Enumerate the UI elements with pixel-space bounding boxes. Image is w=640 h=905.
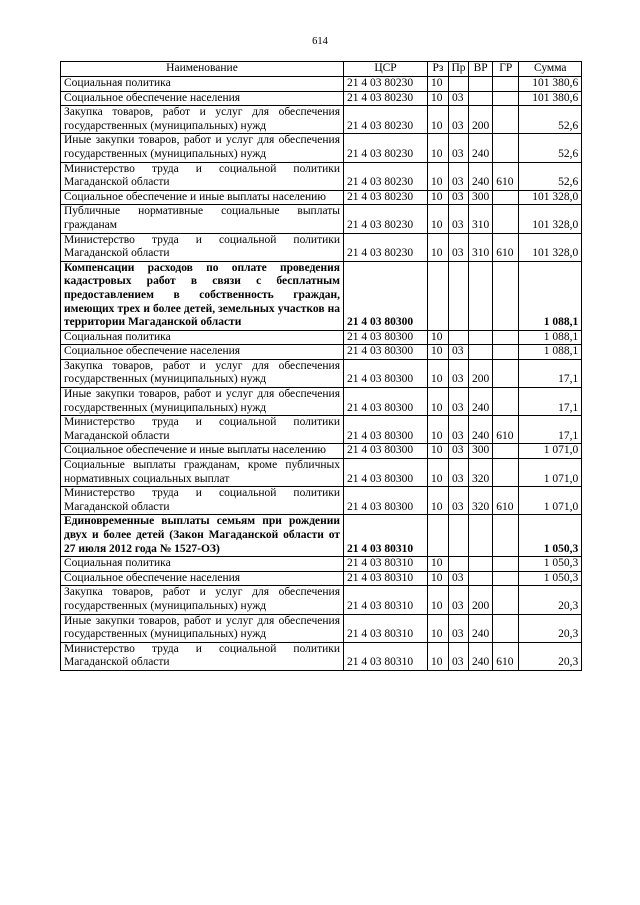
- row-vr: 240: [469, 134, 493, 162]
- row-vr: [469, 515, 493, 557]
- row-name: Публичные нормативные социальные выплаты гражданам: [61, 205, 344, 233]
- row-csr: 21 4 03 80310: [344, 515, 428, 557]
- row-pr: 03: [449, 642, 469, 670]
- table-row: [61, 190, 582, 205]
- row-sum: 52,6: [519, 162, 582, 190]
- row-rz: 10: [428, 233, 449, 261]
- header-sum: Сумма: [519, 62, 582, 77]
- row-gr: [493, 444, 519, 459]
- table-row: [61, 106, 582, 134]
- row-rz: 10: [428, 91, 449, 106]
- row-vr: 240: [469, 388, 493, 416]
- row-gr: [493, 91, 519, 106]
- row-csr: 21 4 03 80230: [344, 233, 428, 261]
- table-row: [61, 614, 582, 642]
- row-sum: 17,1: [519, 416, 582, 444]
- row-gr: [493, 388, 519, 416]
- row-pr: 03: [449, 233, 469, 261]
- row-rz: 10: [428, 416, 449, 444]
- row-gr: [493, 586, 519, 614]
- row-sum: 101 380,6: [519, 77, 582, 92]
- header-pr: Пр: [449, 62, 469, 77]
- row-pr: 03: [449, 91, 469, 106]
- row-csr: 21 4 03 80300: [344, 459, 428, 487]
- row-vr: 310: [469, 205, 493, 233]
- row-csr: 21 4 03 80300: [344, 487, 428, 515]
- row-vr: 200: [469, 106, 493, 134]
- row-csr: 21 4 03 80300: [344, 330, 428, 345]
- row-vr: [469, 330, 493, 345]
- table-row: [61, 388, 582, 416]
- table-row: [61, 515, 582, 557]
- header-name: Наименование: [61, 62, 344, 77]
- row-name: Иные закупки товаров, работ и услуг для обеспечения государственных (муниципальных) нужд: [61, 614, 344, 642]
- table-row: [61, 162, 582, 190]
- row-rz: 10: [428, 134, 449, 162]
- row-name: Иные закупки товаров, работ и услуг для обеспечения государственных (муниципальных) нужд: [61, 134, 344, 162]
- row-vr: 320: [469, 487, 493, 515]
- table-row: [61, 487, 582, 515]
- row-sum: 17,1: [519, 388, 582, 416]
- row-sum: 17,1: [519, 359, 582, 387]
- row-pr: [449, 515, 469, 557]
- row-vr: 320: [469, 459, 493, 487]
- row-name: Социальное обеспечение населения: [61, 345, 344, 360]
- table-row: [61, 557, 582, 572]
- row-sum: 1 071,0: [519, 444, 582, 459]
- row-gr: [493, 134, 519, 162]
- row-sum: 1 050,3: [519, 571, 582, 586]
- row-rz: 10: [428, 614, 449, 642]
- row-vr: [469, 557, 493, 572]
- row-vr: [469, 571, 493, 586]
- row-rz: 10: [428, 459, 449, 487]
- row-gr: [493, 261, 519, 330]
- row-vr: 240: [469, 614, 493, 642]
- table-row: [61, 345, 582, 360]
- row-vr: [469, 91, 493, 106]
- row-pr: 03: [449, 162, 469, 190]
- row-pr: 03: [449, 586, 469, 614]
- row-pr: 03: [449, 106, 469, 134]
- row-csr: 21 4 03 80310: [344, 586, 428, 614]
- row-sum: 20,3: [519, 614, 582, 642]
- row-vr: [469, 261, 493, 330]
- table-row: [61, 359, 582, 387]
- row-csr: 21 4 03 80300: [344, 345, 428, 360]
- row-rz: 10: [428, 205, 449, 233]
- row-name: Социальная политика: [61, 330, 344, 345]
- table-header-row: [61, 62, 582, 77]
- row-pr: 03: [449, 444, 469, 459]
- row-name: Социальные выплаты гражданам, кроме публичных нормативных социальных выплат: [61, 459, 344, 487]
- row-pr: 03: [449, 571, 469, 586]
- header-csr: ЦСР: [344, 62, 428, 77]
- row-csr: 21 4 03 80300: [344, 388, 428, 416]
- row-name: Министерство труда и социальной политики Магаданской области: [61, 416, 344, 444]
- table-body: [61, 77, 582, 671]
- row-rz: [428, 261, 449, 330]
- row-rz: 10: [428, 586, 449, 614]
- row-csr: 21 4 03 80300: [344, 359, 428, 387]
- row-gr: 610: [493, 233, 519, 261]
- row-vr: [469, 345, 493, 360]
- row-gr: [493, 330, 519, 345]
- row-gr: 610: [493, 416, 519, 444]
- row-csr: 21 4 03 80230: [344, 190, 428, 205]
- table-row: [61, 571, 582, 586]
- row-vr: 240: [469, 642, 493, 670]
- table-row: [61, 416, 582, 444]
- row-name: Иные закупки товаров, работ и услуг для обеспечения государственных (муниципальных) нужд: [61, 388, 344, 416]
- row-rz: 10: [428, 557, 449, 572]
- row-pr: 03: [449, 359, 469, 387]
- row-name: Закупка товаров, работ и услуг для обеспечения государственных (муниципальных) нужд: [61, 586, 344, 614]
- row-name: Социальное обеспечение населения: [61, 91, 344, 106]
- row-vr: 200: [469, 359, 493, 387]
- row-csr: 21 4 03 80230: [344, 91, 428, 106]
- row-csr: 21 4 03 80300: [344, 444, 428, 459]
- table-row: [61, 134, 582, 162]
- row-gr: [493, 77, 519, 92]
- row-csr: 21 4 03 80230: [344, 77, 428, 92]
- table-row: [61, 77, 582, 92]
- row-vr: [469, 77, 493, 92]
- row-name: Социальная политика: [61, 77, 344, 92]
- row-csr: 21 4 03 80230: [344, 134, 428, 162]
- row-vr: 300: [469, 444, 493, 459]
- row-rz: 10: [428, 359, 449, 387]
- row-name: Социальное обеспечение и иные выплаты населению: [61, 444, 344, 459]
- row-rz: 10: [428, 571, 449, 586]
- row-rz: 10: [428, 162, 449, 190]
- row-csr: 21 4 03 80300: [344, 261, 428, 330]
- row-name: Министерство труда и социальной политики Магаданской области: [61, 162, 344, 190]
- row-name: Социальное обеспечение населения: [61, 571, 344, 586]
- row-sum: 1 088,1: [519, 261, 582, 330]
- row-vr: 310: [469, 233, 493, 261]
- row-rz: 10: [428, 77, 449, 92]
- row-sum: 1 050,3: [519, 515, 582, 557]
- row-gr: 610: [493, 487, 519, 515]
- row-gr: [493, 190, 519, 205]
- table-row: [61, 459, 582, 487]
- row-sum: 1 071,0: [519, 459, 582, 487]
- row-rz: 10: [428, 190, 449, 205]
- table-row: [61, 586, 582, 614]
- table-row: [61, 91, 582, 106]
- row-pr: 03: [449, 487, 469, 515]
- row-sum: 20,3: [519, 586, 582, 614]
- row-sum: 20,3: [519, 642, 582, 670]
- row-sum: 1 071,0: [519, 487, 582, 515]
- row-gr: [493, 571, 519, 586]
- row-sum: 101 328,0: [519, 190, 582, 205]
- row-csr: 21 4 03 80310: [344, 642, 428, 670]
- table-row: [61, 261, 582, 330]
- table-row: [61, 330, 582, 345]
- row-vr: 240: [469, 416, 493, 444]
- row-pr: [449, 557, 469, 572]
- row-gr: [493, 359, 519, 387]
- row-pr: [449, 261, 469, 330]
- table-row: [61, 642, 582, 670]
- row-name: Социальная политика: [61, 557, 344, 572]
- header-rz: Рз: [428, 62, 449, 77]
- row-csr: 21 4 03 80310: [344, 614, 428, 642]
- row-pr: 03: [449, 134, 469, 162]
- row-gr: [493, 459, 519, 487]
- row-sum: 1 088,1: [519, 330, 582, 345]
- row-pr: 03: [449, 205, 469, 233]
- row-rz: [428, 515, 449, 557]
- row-pr: 03: [449, 459, 469, 487]
- row-name: Социальное обеспечение и иные выплаты населению: [61, 190, 344, 205]
- row-pr: 03: [449, 345, 469, 360]
- row-gr: [493, 106, 519, 134]
- row-sum: 101 328,0: [519, 233, 582, 261]
- row-sum: 52,6: [519, 134, 582, 162]
- row-csr: 21 4 03 80300: [344, 416, 428, 444]
- row-pr: 03: [449, 416, 469, 444]
- row-csr: 21 4 03 80230: [344, 162, 428, 190]
- row-name: Министерство труда и социальной политики Магаданской области: [61, 487, 344, 515]
- row-vr: 200: [469, 586, 493, 614]
- row-pr: 03: [449, 190, 469, 205]
- budget-table: [60, 61, 582, 671]
- page-number: 614: [312, 36, 328, 47]
- row-pr: 03: [449, 614, 469, 642]
- row-pr: [449, 330, 469, 345]
- row-gr: [493, 345, 519, 360]
- table-row: [61, 233, 582, 261]
- row-rz: 10: [428, 642, 449, 670]
- table-row: [61, 205, 582, 233]
- row-sum: 52,6: [519, 106, 582, 134]
- row-name: Закупка товаров, работ и услуг для обеспечения государственных (муниципальных) нужд: [61, 106, 344, 134]
- row-csr: 21 4 03 80310: [344, 557, 428, 572]
- row-pr: [449, 77, 469, 92]
- row-gr: 610: [493, 642, 519, 670]
- row-sum: 1 088,1: [519, 345, 582, 360]
- row-csr: 21 4 03 80230: [344, 205, 428, 233]
- header-vr: ВР: [469, 62, 493, 77]
- row-csr: 21 4 03 80310: [344, 571, 428, 586]
- row-gr: [493, 614, 519, 642]
- row-csr: 21 4 03 80230: [344, 106, 428, 134]
- row-name: Компенсации расходов по оплате проведения кадастровых работ в связи с бесплатным предоставлением в собственность граждан, имеющих трех и более детей, земельных участков на территории Магаданской области: [61, 261, 344, 330]
- row-rz: 10: [428, 330, 449, 345]
- row-pr: 03: [449, 388, 469, 416]
- row-sum: 1 050,3: [519, 557, 582, 572]
- row-rz: 10: [428, 487, 449, 515]
- row-rz: 10: [428, 345, 449, 360]
- row-rz: 10: [428, 388, 449, 416]
- row-name: Министерство труда и социальной политики Магаданской области: [61, 642, 344, 670]
- row-sum: 101 328,0: [519, 205, 582, 233]
- row-name: Единовременные выплаты семьям при рождении двух и более детей (Закон Магаданской области от 27 июля 2012 года № 1527-ОЗ): [61, 515, 344, 557]
- row-vr: 240: [469, 162, 493, 190]
- row-gr: [493, 515, 519, 557]
- row-name: Министерство труда и социальной политики Магаданской области: [61, 233, 344, 261]
- row-name: Закупка товаров, работ и услуг для обеспечения государственных (муниципальных) нужд: [61, 359, 344, 387]
- header-gr: ГР: [493, 62, 519, 77]
- row-sum: 101 380,6: [519, 91, 582, 106]
- row-rz: 10: [428, 444, 449, 459]
- table-row: [61, 444, 582, 459]
- row-gr: [493, 557, 519, 572]
- row-gr: 610: [493, 162, 519, 190]
- row-vr: 300: [469, 190, 493, 205]
- row-gr: [493, 205, 519, 233]
- row-rz: 10: [428, 106, 449, 134]
